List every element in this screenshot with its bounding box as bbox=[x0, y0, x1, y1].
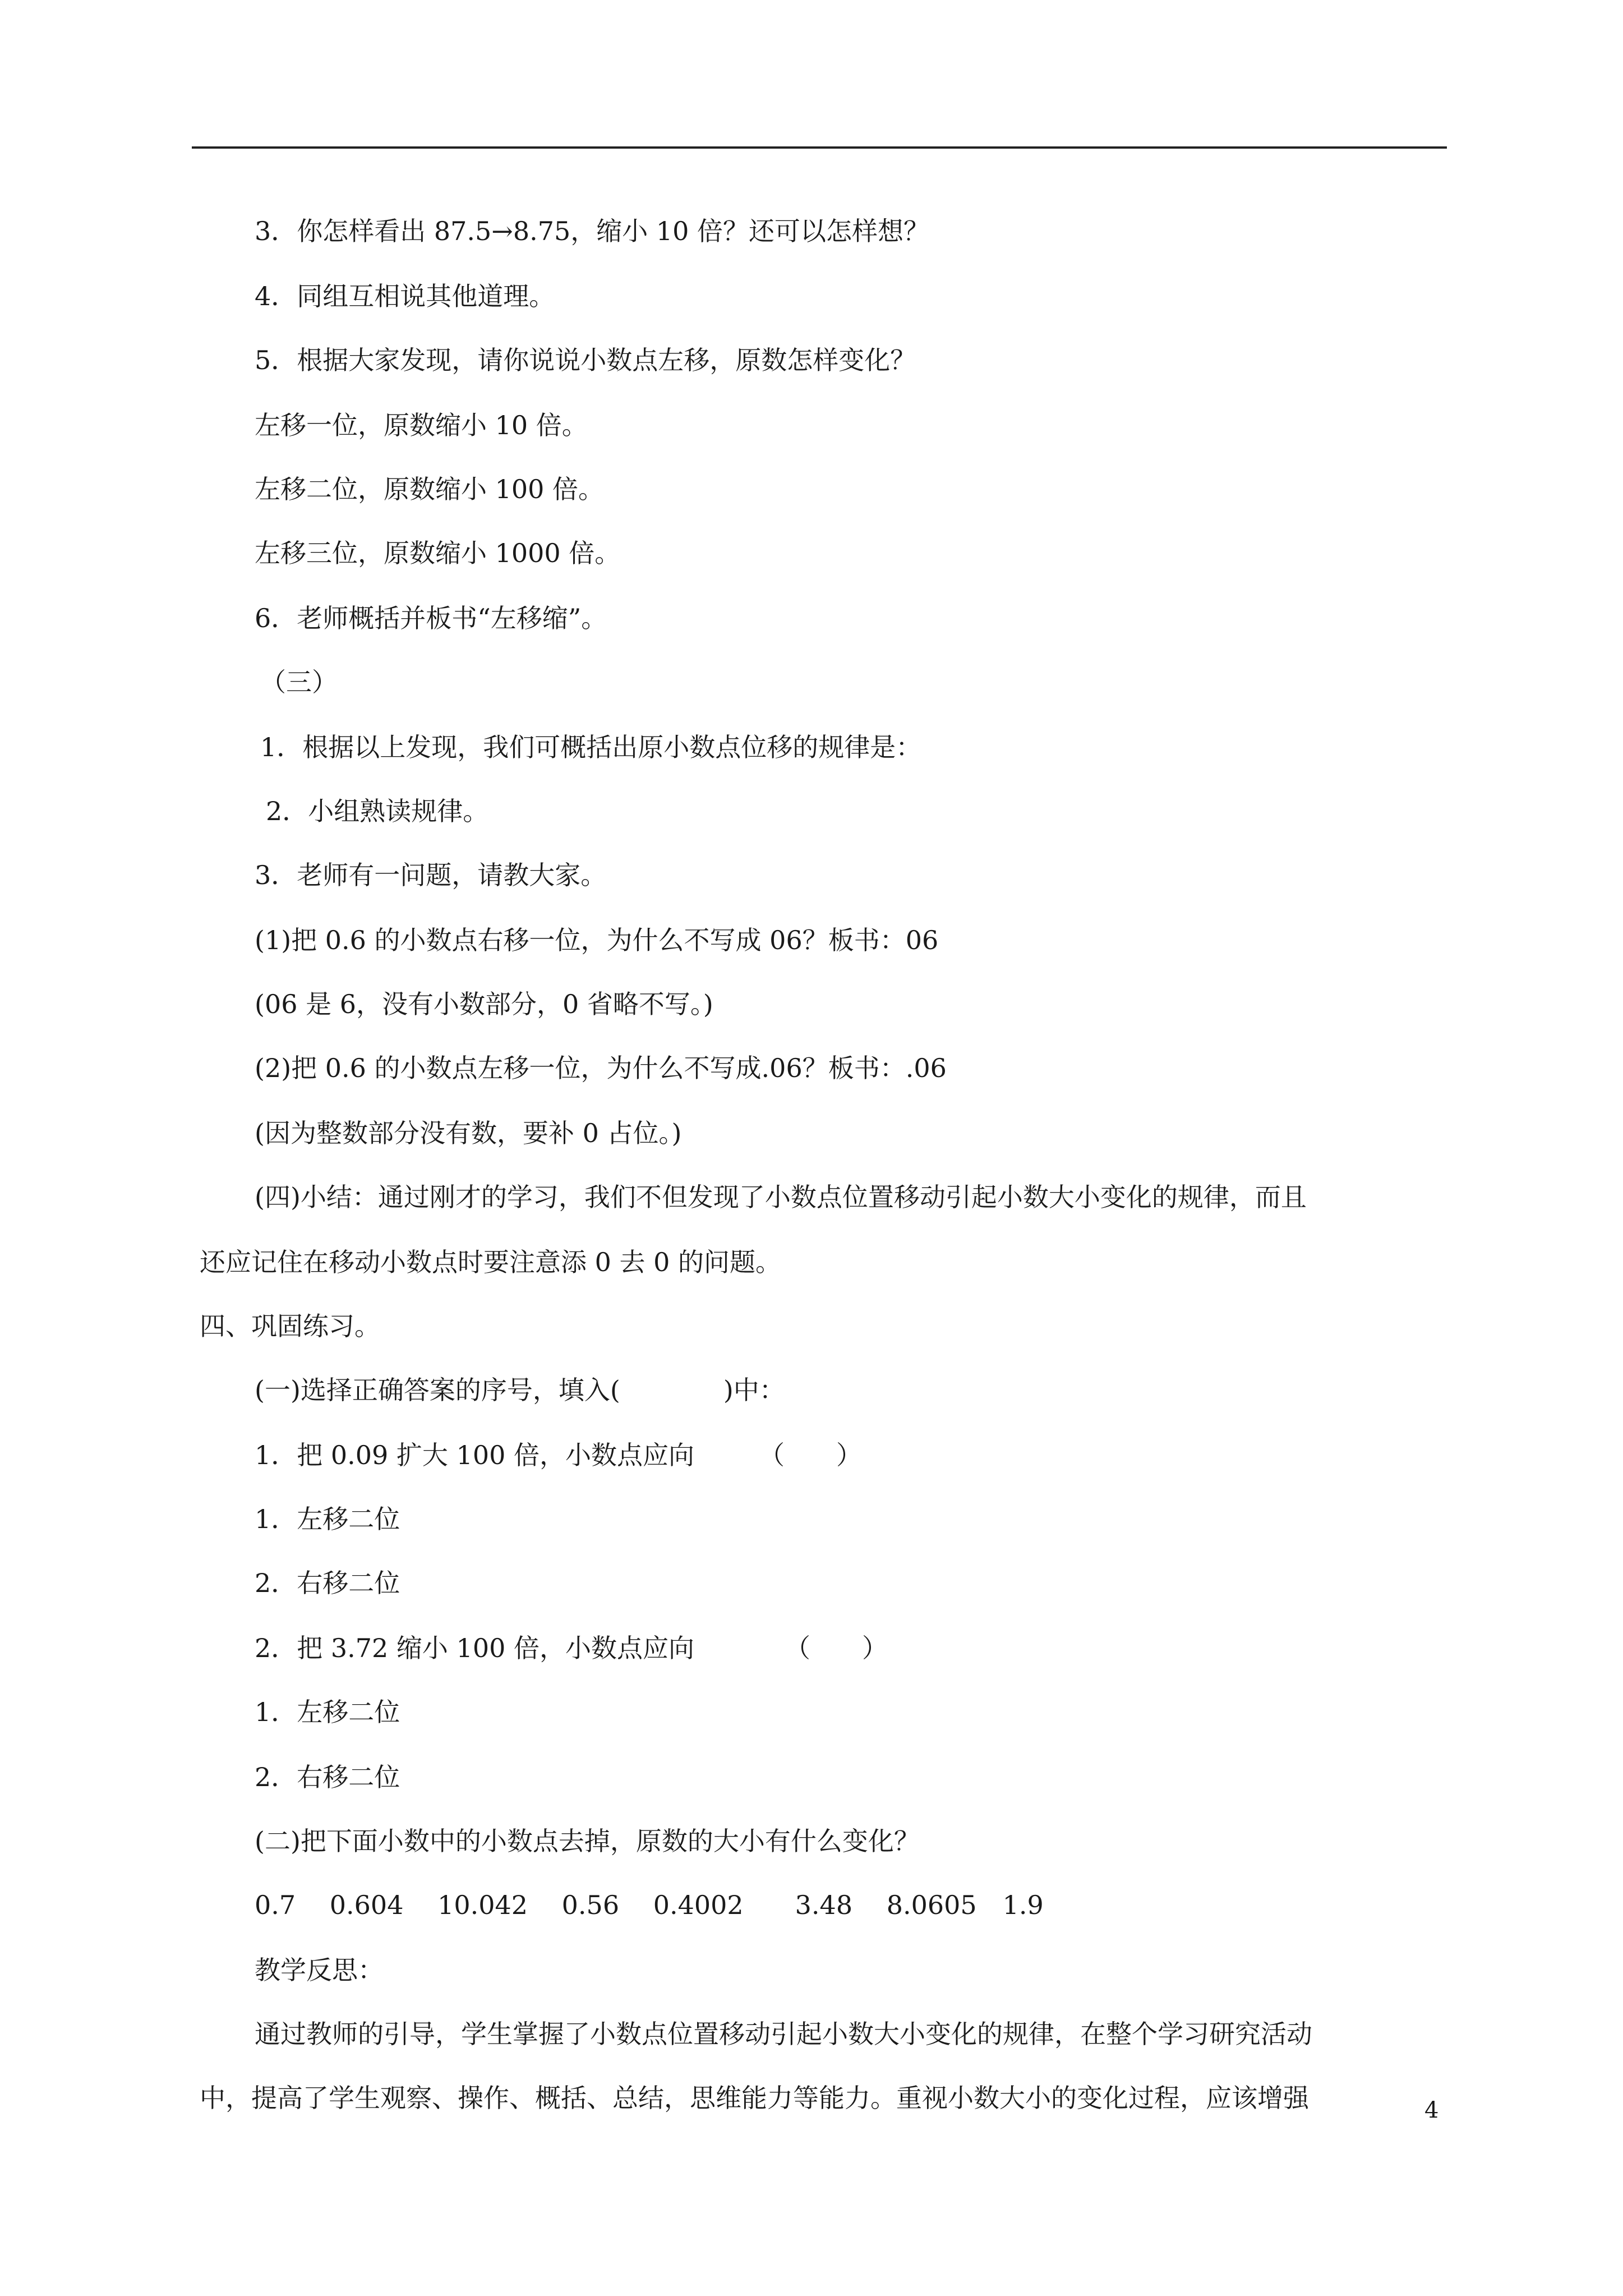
text-line: 3．你怎样看出 87.5→8.75，缩小 10 倍？还可以怎样想？ bbox=[255, 216, 930, 246]
option-line: 1．左移二位 bbox=[255, 1504, 400, 1534]
text-line: (06 是 6，没有小数部分，0 省略不写。) bbox=[255, 989, 713, 1019]
text-line: (一)选择正确答案的序号，填入( )中： bbox=[255, 1375, 785, 1405]
option-line: 2．右移二位 bbox=[255, 1762, 400, 1792]
text-line: 左移二位，原数缩小 100 倍。 bbox=[255, 474, 605, 504]
summary-paragraph-line: (四)小结：通过刚才的学习，我们不但发现了小数点位置移动引起小数大小变化的规律，而且 bbox=[255, 1182, 1307, 1212]
summary-paragraph-line: 还应记住在移动小数点时要注意添 0 去 0 的问题。 bbox=[200, 1247, 782, 1277]
text-line: (因为整数部分没有数，要补 0 占位。) bbox=[255, 1118, 682, 1148]
section-heading: （三） bbox=[260, 667, 338, 697]
reflection-paragraph-line: 通过教师的引导，学生掌握了小数点位置移动引起小数大小变化的规律，在整个学习研究活动 bbox=[255, 2019, 1312, 2049]
text-line: 6．老师概括并板书“左移缩”。 bbox=[255, 603, 607, 633]
page-number: 4 bbox=[1424, 2097, 1439, 2123]
header-rule bbox=[192, 146, 1447, 149]
text-line: 1．根据以上发现，我们可概括出原小数点位移的规律是： bbox=[260, 732, 922, 762]
text-line: 3．老师有一问题，请教大家。 bbox=[255, 860, 607, 890]
section-heading: 教学反思： bbox=[255, 1955, 384, 1985]
option-line: 2．右移二位 bbox=[255, 1568, 400, 1598]
section-heading: 四、巩固练习。 bbox=[200, 1311, 380, 1341]
option-line: 1．左移二位 bbox=[255, 1697, 400, 1727]
text-line: 左移一位，原数缩小 10 倍。 bbox=[255, 410, 588, 440]
reflection-paragraph-line: 中，提高了学生观察、操作、概括、总结，思维能力等能力。重视小数大小的变化过程，应该增强 bbox=[200, 2083, 1309, 2113]
text-line: 4．同组互相说其他道理。 bbox=[255, 281, 555, 311]
text-line: 左移三位，原数缩小 1000 倍。 bbox=[255, 538, 621, 568]
question-line: 1．把 0.09 扩大 100 倍，小数点应向 （ ） bbox=[255, 1440, 862, 1470]
text-line: 2．小组熟读规律。 bbox=[266, 796, 489, 826]
text-line: 5．根据大家发现，请你说说小数点左移，原数怎样变化？ bbox=[255, 345, 916, 375]
text-line: (2)把 0.6 的小数点左移一位，为什么不写成.06？板书：.06 bbox=[255, 1053, 947, 1083]
question-line: 2．把 3.72 缩小 100 倍，小数点应向 （ ） bbox=[255, 1633, 888, 1663]
text-line: (1)把 0.6 的小数点右移一位，为什么不写成 06？板书：06 bbox=[255, 925, 939, 955]
number-list-line: 0.7 0.604 10.042 0.56 0.4002 3.48 8.0605 1.9 bbox=[255, 1890, 1044, 1920]
text-line: (二)把下面小数中的小数点去掉，原数的大小有什么变化？ bbox=[255, 1826, 920, 1856]
